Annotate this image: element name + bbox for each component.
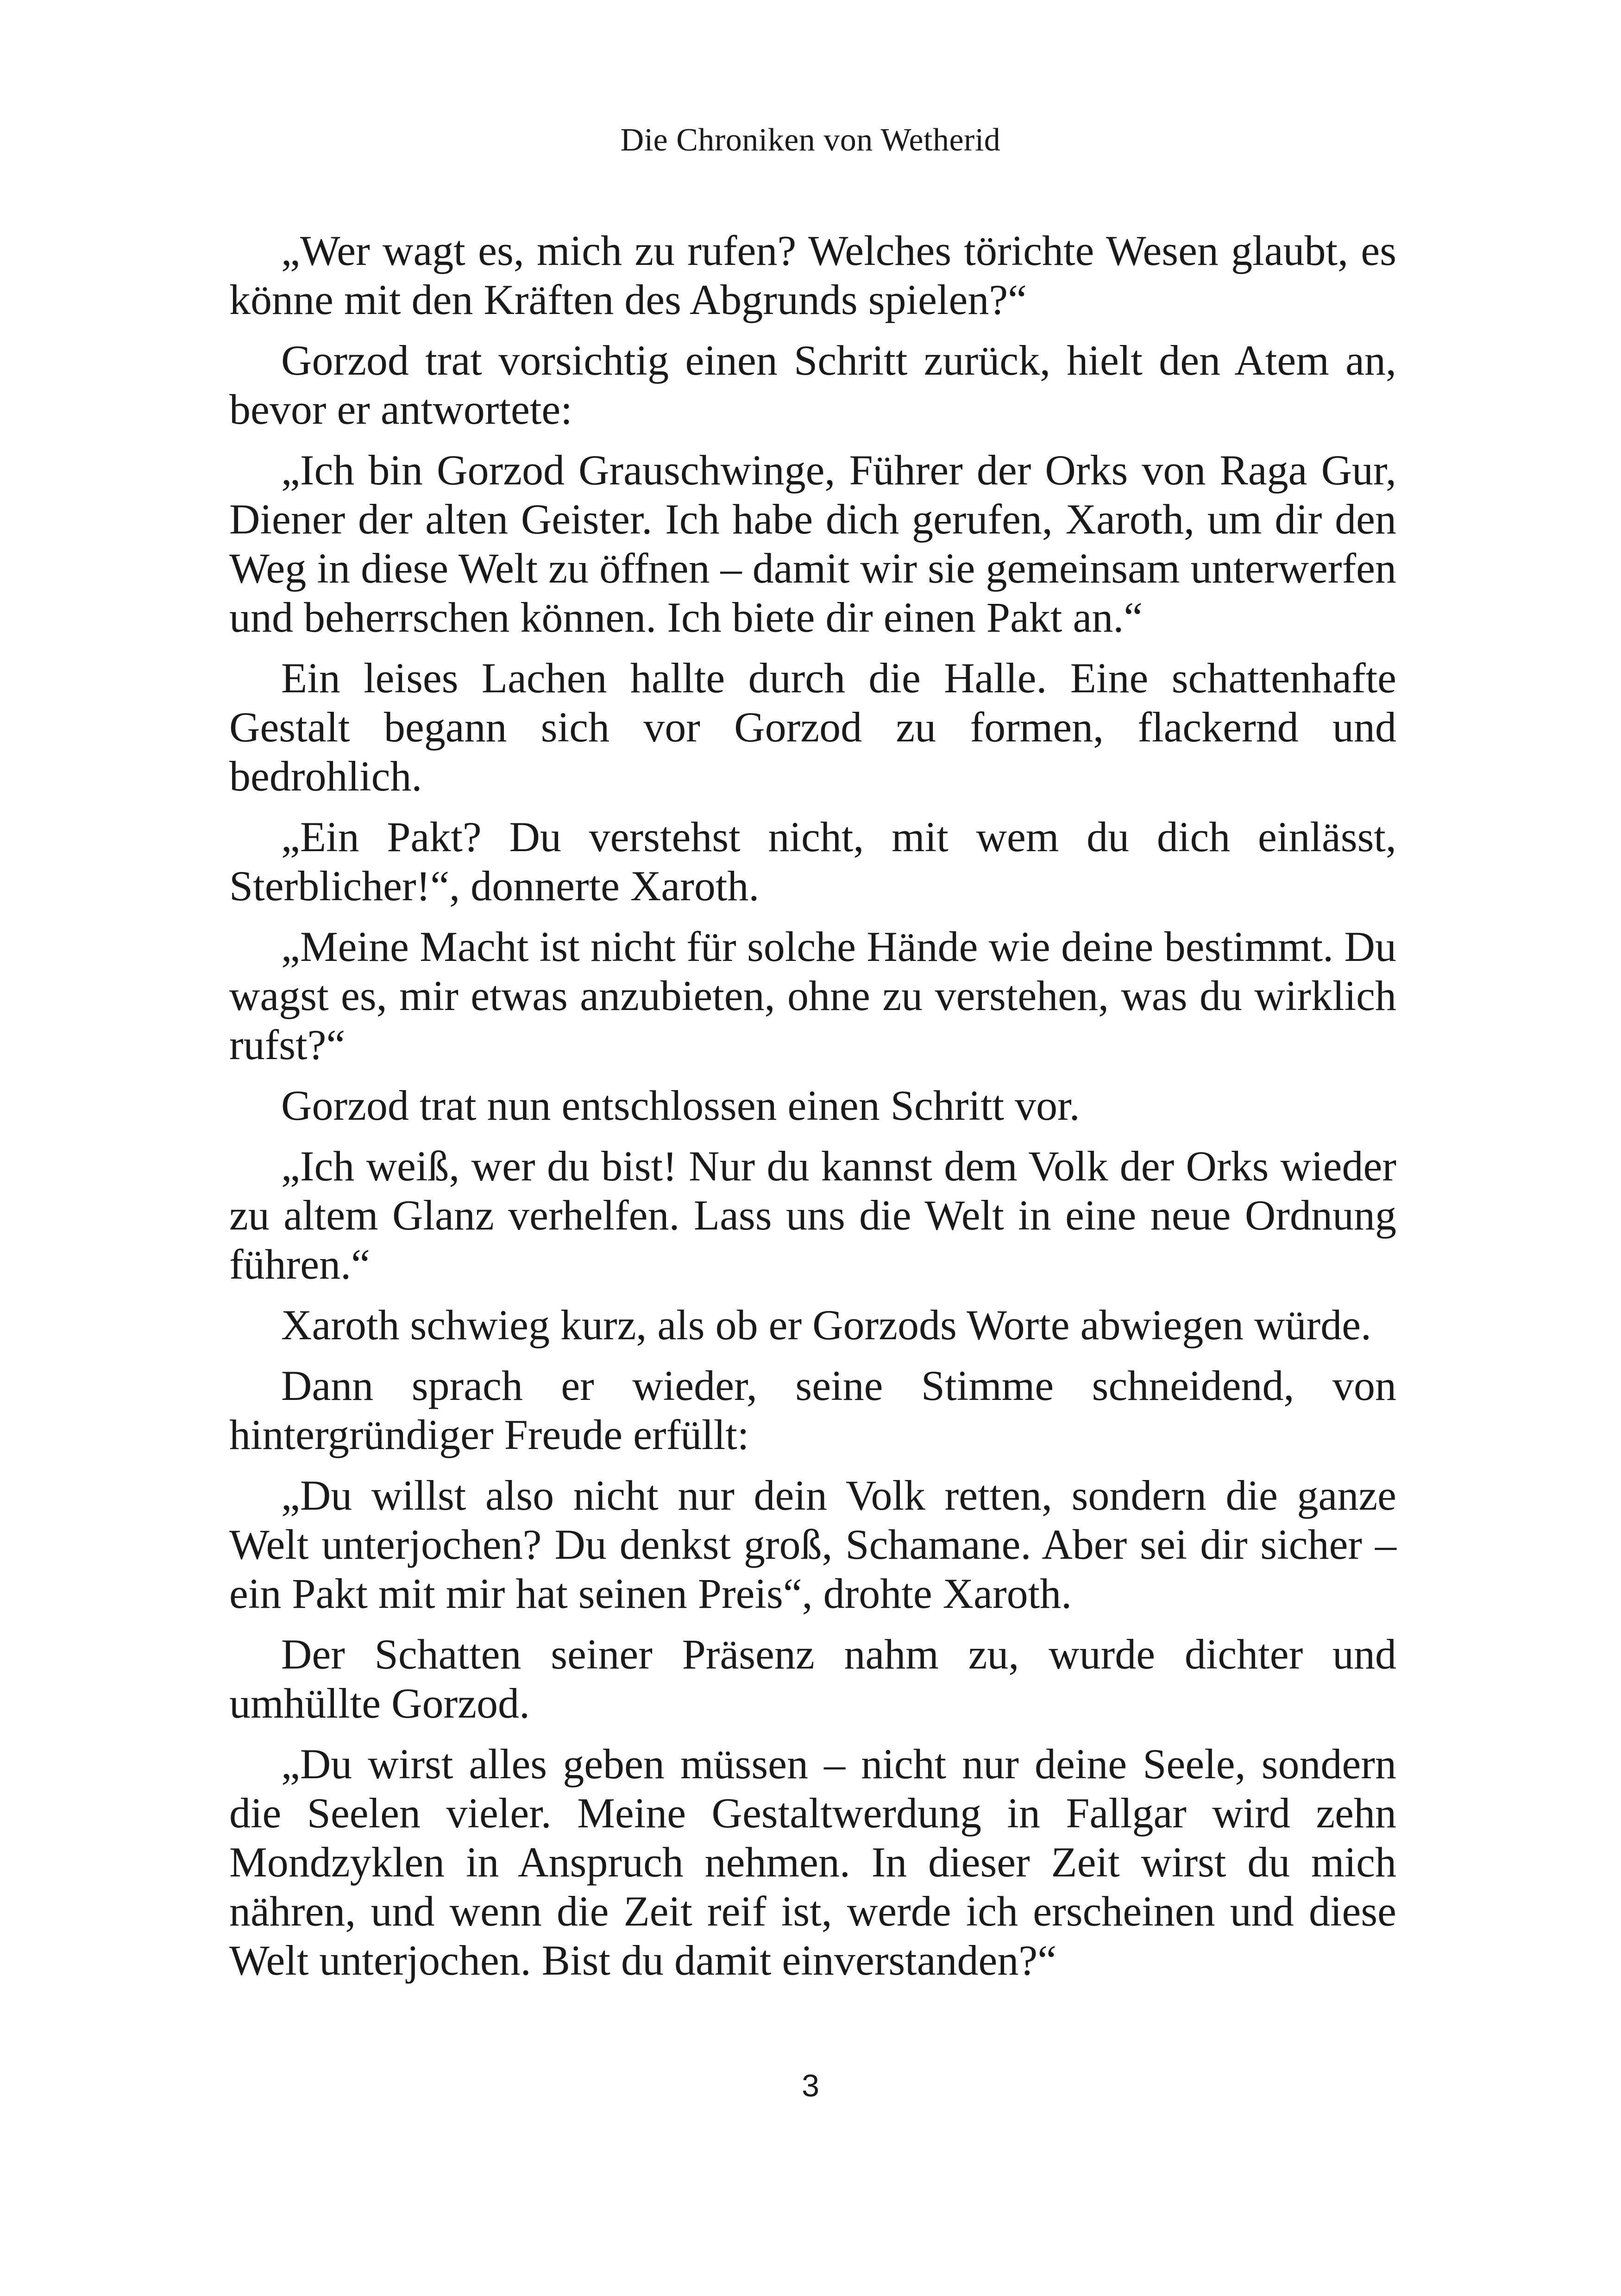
paragraph: „Wer wagt es, mich zu rufen? Welches törichte Wesen glaubt, es könne mit den Kräften des Abgrunds spielen?“	[229, 227, 1396, 323]
paragraph: Der Schatten seiner Präsenz nahm zu, wurde dichter und umhüllte Gorzod.	[229, 1631, 1396, 1727]
paragraph: Gorzod trat nun entschlossen einen Schritt vor.	[281, 1082, 1080, 1129]
body-text	[229, 226, 1396, 1996]
paragraph: „Ein Pakt? Du verstehst nicht, mit wem du dich einlässt, Sterblicher!“, donnerte Xaroth.	[229, 813, 1396, 910]
running-header: Die Chroniken von Wetherid	[620, 122, 1001, 158]
paragraph: Ein leises Lachen hallte durch die Halle. Eine schattenhafte Gestalt begann sich vor Gorzod zu formen, flackernd und bedrohlich.	[229, 654, 1396, 800]
paragraph: „Du willst also nicht nur dein Volk retten, sondern die ganze Welt unterjochen? Du denkst groß, Schamane. Aber sei dir sicher – ein Pakt mit mir hat seinen Preis“, drohte Xaroth.	[229, 1472, 1396, 1617]
paragraph: Xaroth schwieg kurz, als ob er Gorzods Worte abwiegen würde.	[281, 1301, 1372, 1349]
page-number: 3	[802, 2068, 819, 2103]
paragraph: „Meine Macht ist nicht für solche Hände wie deine bestimmt. Du wagst es, mir etwas anzubieten, ohne zu verstehen, was du wirklich rufst?“	[229, 923, 1396, 1068]
paragraph: „Ich weiß, wer du bist! Nur du kannst dem Volk der Orks wieder zu altem Glanz verhelfen. Lass uns die Welt in eine neue Ordnung führen.“	[229, 1142, 1396, 1288]
paragraph: „Ich bin Gorzod Grauschwinge, Führer der Orks von Raga Gur, Diener der alten Geister. Ich habe dich gerufen, Xaroth, um dir den Weg in diese Welt zu öffnen – damit wir sie gemeinsam unterwerfen und beherrschen können. Ich biete dir einen Pakt an.“	[229, 446, 1396, 641]
paragraph: Gorzod trat vorsichtig einen Schritt zurück, hielt den Atem an, bevor er antwortete:	[229, 337, 1396, 433]
paragraph: „Du wirst alles geben müssen – nicht nur deine Seele, sondern die Seelen vieler. Meine Gestaltwerdung in Fallgar wird zehn Mondzyklen in Anspruch nehmen. In dieser Zeit wirst du mich nähren, und wenn die Zeit reif ist, werde ich erscheinen und diese Welt unterjochen. Bist du damit einverstanden?“	[229, 1740, 1396, 1984]
paragraph: Dann sprach er wieder, seine Stimme schneidend, von hintergründiger Freude erfüllt:	[229, 1362, 1396, 1458]
